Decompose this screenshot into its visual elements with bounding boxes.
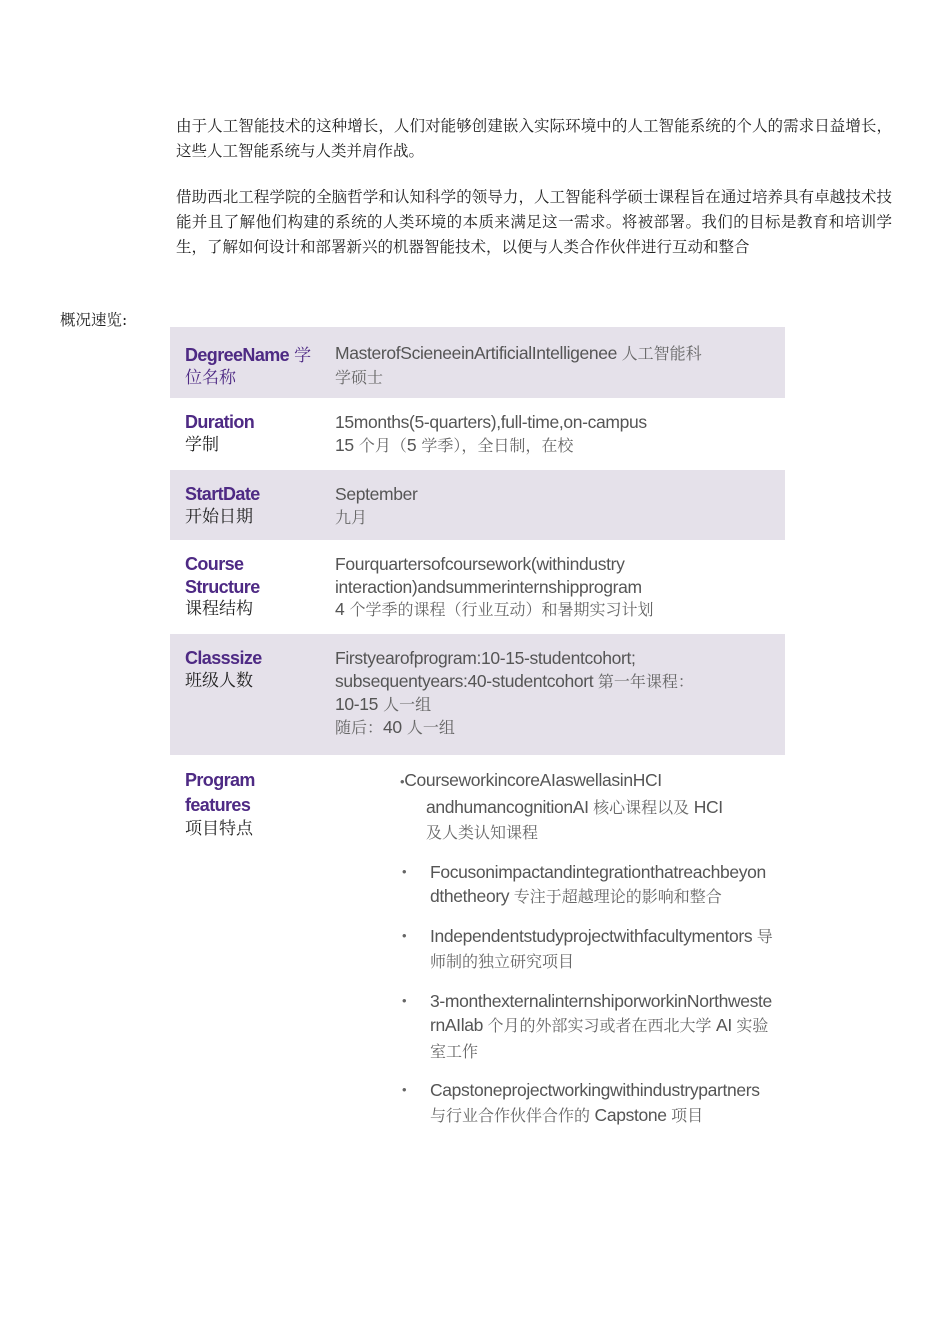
row-start-date [170, 470, 785, 540]
feature-item: • Focusonimpactandintegrationthatreachbeyondthetheory 专注于超越理论的影响和整合 [402, 861, 766, 906]
intro-paragraph-2: 借助西北工程学院的全脑哲学和认知科学的领导力，人工智能科学硕士课程旨在通过培养具有卓越技术技能并且了解他们构建的系统的人类环境的本质来满足这一需求。将被部署。我们的目标是教育和培训学生，了解如何设计和部署新兴的机器智能技术，以便与人类合作伙伴进行互动和整合 [176, 188, 892, 256]
class-size-label-zh: 班级人数 [185, 670, 253, 691]
start-date-label-en: StartDate [185, 484, 260, 504]
course-structure-label-zh: 课程结构 [185, 599, 253, 619]
course-structure-value-en-1: Fourquartersofcoursework(withindustry [335, 554, 625, 574]
degree-name-label [185, 341, 335, 367]
course-structure-value-en-2: interaction)andsummerinternshipprogram [335, 576, 642, 597]
duration-label-zh: 学制 [185, 434, 219, 455]
duration-value-zh: 15 个月（5 学季），全日制，在校 [335, 434, 574, 455]
degree-name-value-zh-rest: 学硕士 [335, 368, 384, 387]
class-size-value-en-2: subsequentyears:40-studentcohort 第一年课程： [335, 670, 694, 691]
class-size-label-en: Classsize [185, 648, 262, 668]
feature-item: • Capstoneprojectworkingwithindustrypartners 与行业合作伙伴合作的 Capstone 项目 [402, 1080, 760, 1125]
bullet-icon: • [402, 863, 407, 879]
row-program-features [170, 755, 785, 1142]
bullet-icon: • [402, 927, 407, 943]
degree-name-value-zh-part: 人工智能科 [621, 344, 702, 363]
start-date-label-zh: 开始日期 [185, 506, 253, 527]
duration-value-en: 15months(5-quarters),full-time,on-campus [335, 412, 647, 432]
feature-item: •CourseworkincoreAIaswellasinHCI andhumancognitionAI 核心课程以及 HCI 及人类认知课程 [400, 770, 723, 842]
start-date-value-zh: 九月 [335, 507, 368, 527]
bullet-icon: • [402, 992, 407, 1008]
row-duration [170, 398, 785, 470]
features-label-zh: 项目特点 [185, 819, 253, 839]
class-size-value-en-1: Firstyearofprogram:10-15-studentcohort; [335, 648, 636, 668]
course-structure-value-zh: 4 个学季的课程（行业互动）和暑期实习计划 [335, 599, 654, 619]
features-list [400, 768, 773, 1128]
degree-name-value-en: MasterofScieneeinArtificialIntelligenee [335, 343, 618, 363]
course-structure-label-en-2: Structure [185, 576, 260, 597]
course-structure-label-en-1: Course [185, 554, 244, 574]
overview-label: 概况速览: [60, 311, 128, 329]
degree-name-label-zh-rest: 位名称 [185, 367, 236, 388]
start-date-value-en: September [335, 484, 418, 504]
degree-name-label-en: DegreeName [185, 345, 290, 365]
bullet-icon: • [402, 1082, 407, 1097]
degree-name-value [335, 341, 773, 366]
overview-table [170, 327, 785, 1142]
intro-paragraph-1: 由于人工智能技术的这种增长，人们对能够创建嵌入实际环境中的人工智能系统的个人的需求日益增长，这些人工智能系统与人类并肩作战。 [176, 117, 892, 160]
row-degree-name [170, 327, 785, 398]
row-class-size [170, 634, 785, 755]
features-label-en-2: features [185, 795, 251, 815]
class-size-value-line-3: 10-15 人一组 [335, 694, 432, 714]
feature-item: • 3-monthexternalinternshiporworkinNorthwesternAIlab 个月的外部实习或者在西北大学 AI 实验室工作 [402, 990, 772, 1061]
class-size-value-line-4: 随后：40 人一组 [335, 717, 455, 737]
features-label-en-1: Program [185, 770, 255, 790]
bullet-icon: • [400, 774, 405, 789]
feature-item: • Independentstudyprojectwithfacultymentors 导师制的独立研究项目 [402, 925, 773, 971]
row-course-structure [170, 540, 785, 634]
degree-name-label-zh-part: 学 [294, 346, 312, 366]
duration-label-en: Duration [185, 412, 255, 432]
